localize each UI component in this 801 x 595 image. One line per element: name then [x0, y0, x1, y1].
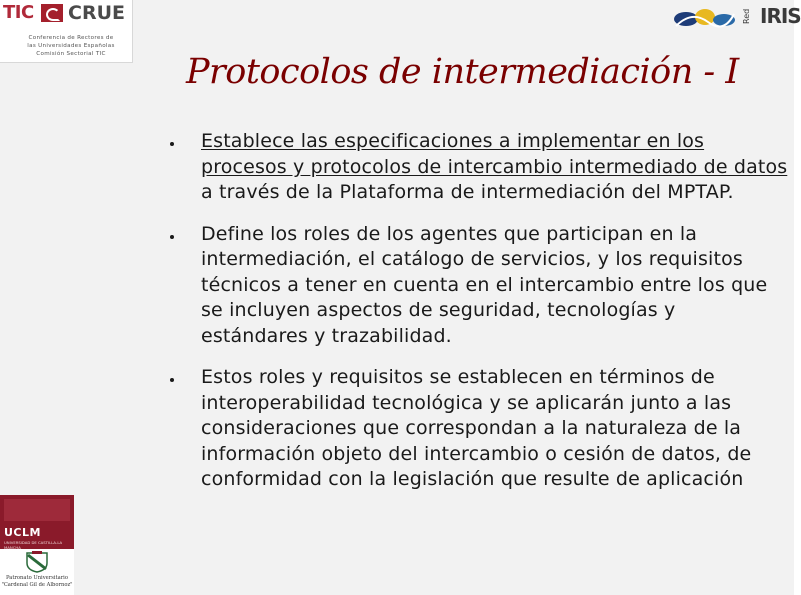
patronato-text — [0, 575, 74, 589]
bullet-list — [168, 129, 788, 493]
crue-logo-icon — [41, 4, 63, 22]
bullet-text: Define los roles de los agentes que participan en la intermediación, el catálogo de servicios, y los requisitos técnicos a tener en cuenta en el intercambio entre los que se incluyen aspectos de seguridad, tecnologías y estándares y trazabilidad. — [201, 222, 768, 347]
rediris-iris-text: IRIS — [760, 4, 801, 28]
bullet-item — [168, 222, 788, 350]
uclm-logo-icon — [0, 495, 74, 549]
tic-logo-text: TIC — [3, 2, 34, 23]
crue-logo-text: CRUE — [68, 2, 125, 24]
crest-icon — [24, 551, 50, 573]
rediris-logo-icon — [672, 6, 738, 32]
crue-subtitle-line: Conferencia de Rectores de — [28, 35, 114, 41]
uclm-subtitle: UNIVERSIDAD DE CASTILLA-LA MANCHA — [4, 540, 63, 550]
bullet-text: a través de la Plataforma de intermediación del MPTAP. — [201, 181, 734, 203]
bullet-underlined-text: Establece las especificaciones a implementar en los procesos y protocolos de intercambio intermediado de datos — [201, 130, 788, 178]
crue-subtitle — [18, 34, 124, 58]
crue-subtitle-line: Comisión Sectorial TIC — [36, 51, 106, 57]
rediris-red-text: Red — [742, 8, 751, 24]
bullet-dot-icon — [170, 378, 174, 382]
uclm-logo-text: UCLM — [4, 526, 41, 539]
crue-tic-logo — [0, 0, 133, 63]
patronato-line: Patronato Universitario — [6, 575, 68, 581]
crue-subtitle-line: las Universidades Españolas — [27, 43, 115, 49]
bullet-dot-icon — [170, 142, 174, 146]
bullet-item — [168, 365, 788, 493]
uclm-logo — [0, 495, 74, 595]
bullet-item — [168, 129, 788, 206]
slide-title: Protocolos de intermediación - I — [186, 52, 739, 92]
patronato-line: "Cardenal Gil de Albornoz" — [1, 582, 73, 588]
bullet-text: Estos roles y requisitos se establecen en términos de interoperabilidad tecnológica y se aplicarán junto a las consideraciones que correspondan a la naturaleza de la información objeto del intercambio o cesión de datos, de conformidad con la legislación que resulte de aplicación — [201, 366, 752, 490]
bullet-dot-icon — [170, 235, 174, 239]
rediris-logo — [664, 0, 801, 36]
